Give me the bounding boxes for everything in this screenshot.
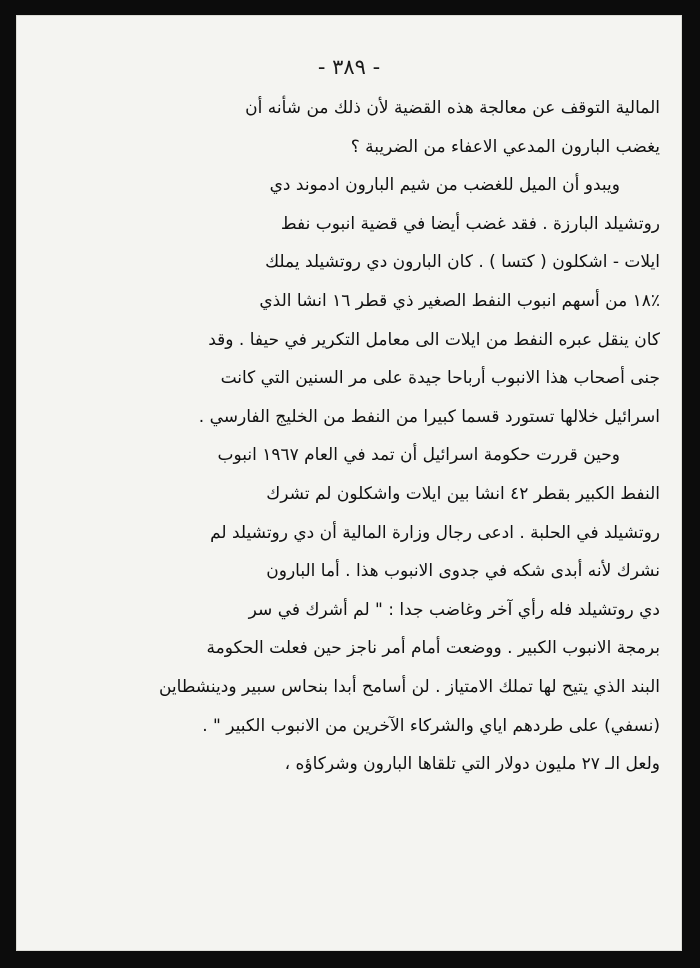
text-line-content: ولعل الـ ٢٧ مليون دولار التي تلقاها البارون وشركاؤه ، <box>284 754 660 775</box>
text-line-9 <box>46 402 660 441</box>
text-line-content: ايلات - اشكلون ( كتسا ) . كان البارون دي روتشيلد يملك <box>265 252 660 273</box>
text-line-content: نشرك لأنه أبدى شكه في جدوى الانبوب هذا . أما البارون <box>266 561 660 582</box>
text-line-content: اسرائيل خلالها تستورد قسما كبيرا من النفط من الخليج الفارسي . <box>198 406 660 427</box>
text-line-6 <box>46 286 660 325</box>
text-line-13 <box>46 556 660 595</box>
text-line-content: البند الذي يتيح لها تملك الامتياز . لن أسامح أبدا بنحاس سبير ودينشطاين <box>158 676 660 697</box>
text-line-content: دي روتشيلد فله رأي آخر وغاضب جدا : " لم أشرك في سر <box>248 599 660 620</box>
text-line-15 <box>46 633 660 672</box>
text-line-1 <box>46 93 660 132</box>
text-line-4 <box>46 209 660 248</box>
text-line-8 <box>46 363 660 402</box>
text-line-12 <box>46 518 660 557</box>
handwritten-text-body <box>46 93 660 788</box>
text-line-content: ٪١٨ من أسهم انبوب النفط الصغير ذي قطر ١٦ انشا الذي <box>259 290 660 311</box>
document-page <box>16 15 682 951</box>
text-line-content: برمجة الانبوب الكبير . ووضعت أمام أمر ناجز حين فعلت الحكومة <box>206 638 660 659</box>
text-line-7 <box>46 325 660 364</box>
text-line-content: روتشيلد في الحلبة . ادعى رجال وزارة المالية أن دي روتشيلد لم <box>210 522 660 543</box>
text-line-10 <box>46 440 660 479</box>
text-line-content: كان ينقل عبره النفط من ايلات الى معامل التكرير في حيفا . وقد <box>208 329 660 350</box>
text-line-2 <box>46 132 660 171</box>
text-line-content: يغضب البارون المدعي الاعفاء من الضريبة ؟ <box>350 136 660 157</box>
text-line-3 <box>46 170 660 209</box>
text-line-17 <box>46 711 660 750</box>
text-line-16 <box>46 672 660 711</box>
text-line-content: روتشيلد البارزة . فقد غضب أيضا في قضية انبوب نفط <box>280 213 660 234</box>
text-line-5 <box>46 247 660 286</box>
text-line-content: وحين قررت حكومة اسرائيل أن تمد في العام ١٩٦٧ انبوب <box>217 445 620 466</box>
text-line-content: (نسفي) على طردهم اياي والشركاء الآخرين من الانبوب الكبير " . <box>202 715 660 736</box>
text-line-14 <box>46 595 660 634</box>
text-line-11 <box>46 479 660 518</box>
text-line-content: جنى أصحاب هذا الانبوب أرباحا جيدة على مر السنين التي كانت <box>220 368 660 389</box>
text-line-content: ويبدو أن الميل للغضب من شيم البارون ادموند دي <box>269 175 620 196</box>
text-line-content: المالية التوقف عن معالجة هذه القضية لأن ذلك من شأنه أن <box>245 98 660 118</box>
page-number: - ٣٨٩ - <box>317 55 381 79</box>
text-line-content: النفط الكبير بقطر ٤٢ انشا بين ايلات واشكلون لم تشرك <box>266 483 660 504</box>
text-line-18 <box>46 749 660 788</box>
